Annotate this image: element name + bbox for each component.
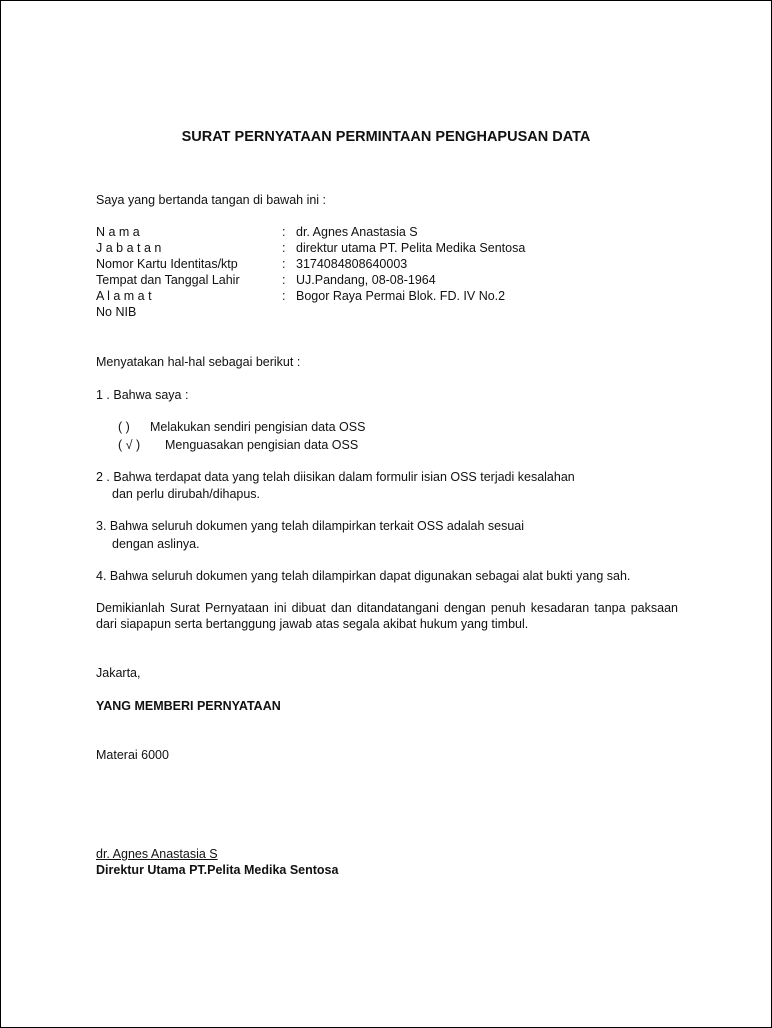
signer-heading: YANG MEMBERI PERNYATAAN [96,699,281,713]
point-1-text: 1 . Bahwa saya : [96,388,189,402]
field-colon: : [282,273,286,287]
field-label-position: J a b a t a n [96,241,162,255]
stamp-label: Materai 6000 [96,748,169,762]
option-text-self: Melakukan sendiri pengisian data OSS [150,420,366,434]
option-mark-unchecked: ( ) [118,420,130,434]
closing-paragraph: Demikianlah Surat Pernyataan ini dibuat dan ditandatangani dengan penuh kesadaran tanpa paksaan dari siapapun serta bertanggung jawab atas segala akibat hukum yang timbul. [96,601,678,631]
field-label-address: A l a m a t [96,289,152,303]
field-value-birth: UJ.Pandang, 08-08-1964 [296,273,436,287]
point-3-line-2: dengan aslinya. [112,537,200,551]
point-3-line-1: 3. Bahwa seluruh dokumen yang telah dilampirkan terkait OSS adalah sesuai [96,519,525,533]
document-title: SURAT PERNYATAAN PERMINTAAN PENGHAPUSAN DATA [181,129,591,145]
field-colon: : [282,241,286,255]
field-value-address: Bogor Raya Permai Blok. FD. IV No.2 [296,289,506,303]
field-value-id-number: 3174084808640003 [296,257,408,271]
option-text-delegated: Menguasakan pengisian data OSS [165,438,359,452]
signer-position: Direktur Utama PT.Pelita Medika Sentosa [96,863,339,877]
field-colon: : [282,289,286,303]
option-mark-checked: ( √ ) [118,438,141,452]
field-value-name: dr. Agnes Anastasia S [296,225,418,239]
field-colon: : [282,257,286,271]
signer-name: dr. Agnes Anastasia S [96,847,218,861]
point-2-line-1: 2 . Bahwa terdapat data yang telah diisikan dalam formulir isian OSS terjadi kesalahan [96,470,575,484]
field-label-nib: No NIB [96,305,137,319]
field-label-id-number: Nomor Kartu Identitas/ktp [96,257,238,271]
statement-intro: Menyatakan hal-hal sebagai berikut : [96,355,301,369]
field-value-position: direktur utama PT. Pelita Medika Sentosa [296,241,526,255]
field-label-name: N a m a [96,225,140,239]
place-text: Jakarta, [96,666,141,680]
point-4-text: 4. Bahwa seluruh dokumen yang telah dilampirkan dapat digunakan sebagai alat bukti yang sah. [96,569,631,583]
point-2-line-2: dan perlu dirubah/dihapus. [112,487,261,501]
field-label-birth: Tempat dan Tanggal Lahir [96,273,240,287]
intro-text: Saya yang bertanda tangan di bawah ini : [96,193,327,207]
field-colon: : [282,225,286,239]
